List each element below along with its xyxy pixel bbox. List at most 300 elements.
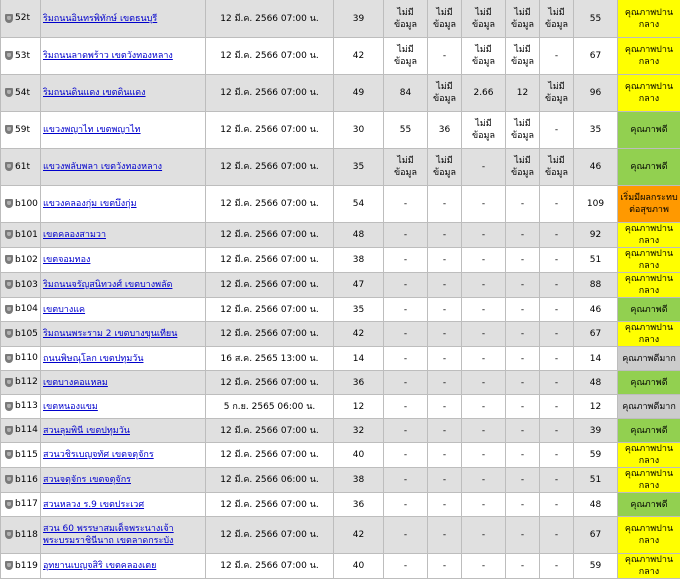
pollutant-value-3: -	[462, 248, 506, 273]
pollutant-value-2: -	[428, 322, 462, 347]
pollutant-value-3: -	[462, 419, 506, 443]
pollutant-value-4: -	[506, 223, 540, 248]
station-location-link[interactable]: เขตคลองสามวา	[43, 230, 106, 240]
quality-badge: คุณภาพดี	[618, 419, 680, 443]
aqi-value: 30	[334, 112, 384, 149]
table-row	[1, 112, 680, 149]
station-id: b118	[15, 530, 38, 540]
station-location-link[interactable]: เขตจอมทอง	[43, 255, 90, 265]
pollutant-value-4: -	[506, 443, 540, 468]
pollutant-value-3: -	[462, 517, 506, 554]
pollutant-value-1: -	[384, 419, 428, 443]
station-location-cell	[41, 493, 206, 517]
pollutant-value-2: -	[428, 395, 462, 419]
shield-icon	[5, 561, 13, 570]
station-id-cell	[1, 298, 41, 322]
pm25-value: 39	[574, 419, 618, 443]
pm25-value: 51	[574, 248, 618, 273]
station-id: b110	[15, 353, 38, 363]
pollutant-value-3: -	[462, 554, 506, 579]
station-id-cell	[1, 371, 41, 395]
pollutant-value-2: -	[428, 517, 462, 554]
pollutant-value-2: -	[428, 273, 462, 298]
pollutant-value-2: -	[428, 223, 462, 248]
pm25-value: 59	[574, 443, 618, 468]
pollutant-value-2: -	[428, 371, 462, 395]
pollutant-value-5: -	[540, 248, 574, 273]
station-id: b115	[15, 450, 38, 460]
quality-badge: คุณภาพปานกลาง	[618, 554, 680, 579]
table-row	[1, 186, 680, 223]
pollutant-value-4: -	[506, 347, 540, 371]
aqi-value: 35	[334, 149, 384, 186]
station-id: b101	[15, 230, 38, 240]
station-location-cell	[41, 371, 206, 395]
station-id: 61t	[15, 162, 30, 172]
shield-icon	[5, 88, 13, 97]
station-location-cell	[41, 273, 206, 298]
pollutant-value-1: -	[384, 248, 428, 273]
station-location-cell	[41, 223, 206, 248]
measure-time: 16 ส.ค. 2565 13:00 น.	[206, 347, 334, 371]
pollutant-value-2: ไม่มีข้อมูล	[428, 0, 462, 38]
aqi-value: 48	[334, 223, 384, 248]
quality-badge: คุณภาพดี	[618, 112, 680, 149]
station-id-cell	[1, 443, 41, 468]
pm25-value: 109	[574, 186, 618, 223]
station-id: b103	[15, 280, 38, 290]
quality-badge: คุณภาพดี	[618, 371, 680, 395]
measure-time: 12 มี.ค. 2566 07:00 น.	[206, 112, 334, 149]
measure-time: 5 ก.ย. 2565 06:00 น.	[206, 395, 334, 419]
quality-badge: คุณภาพปานกลาง	[618, 517, 680, 554]
station-id: b116	[15, 475, 38, 485]
quality-badge: คุณภาพปานกลาง	[618, 248, 680, 273]
pollutant-value-5: -	[540, 112, 574, 149]
pollutant-value-5: -	[540, 322, 574, 347]
pollutant-value-4: -	[506, 419, 540, 443]
pollutant-value-5: -	[540, 468, 574, 493]
quality-badge: เริ่มมีผลกระทบต่อสุขภาพ	[618, 186, 680, 223]
pollutant-value-4: -	[506, 248, 540, 273]
station-id: 59t	[15, 125, 30, 135]
shield-icon	[5, 230, 13, 239]
station-id: b117	[15, 499, 38, 509]
pollutant-value-1: ไม่มีข้อมูล	[384, 0, 428, 38]
quality-badge: คุณภาพปานกลาง	[618, 273, 680, 298]
measure-time: 12 มี.ค. 2566 07:00 น.	[206, 223, 334, 248]
pollutant-value-5: -	[540, 395, 574, 419]
measure-time: 12 มี.ค. 2566 07:00 น.	[206, 38, 334, 75]
pollutant-value-2: -	[428, 38, 462, 75]
measure-time: 12 มี.ค. 2566 07:00 น.	[206, 149, 334, 186]
pollutant-value-4: -	[506, 273, 540, 298]
pollutant-value-5: -	[540, 347, 574, 371]
aqi-value: 47	[334, 273, 384, 298]
station-location-link[interactable]: เขตบางคอแหลม	[43, 378, 108, 388]
table-row	[1, 371, 680, 395]
shield-icon	[5, 199, 13, 208]
measure-time: 12 มี.ค. 2566 07:00 น.	[206, 75, 334, 112]
station-location-cell	[41, 38, 206, 75]
pm25-value: 48	[574, 371, 618, 395]
pollutant-value-2: -	[428, 186, 462, 223]
pollutant-value-3: -	[462, 371, 506, 395]
pollutant-value-1: 84	[384, 75, 428, 112]
pm25-value: 46	[574, 149, 618, 186]
pollutant-value-5: -	[540, 419, 574, 443]
pollutant-value-3: -	[462, 149, 506, 186]
station-id-cell	[1, 419, 41, 443]
station-location-cell	[41, 517, 206, 554]
pollutant-value-1: -	[384, 347, 428, 371]
station-id-cell	[1, 273, 41, 298]
aqi-value: 49	[334, 75, 384, 112]
table-row	[1, 443, 680, 468]
aqi-value: 42	[334, 322, 384, 347]
measure-time: 12 มี.ค. 2566 07:00 น.	[206, 298, 334, 322]
measure-time: 12 มี.ค. 2566 07:00 น.	[206, 517, 334, 554]
station-location-cell	[41, 298, 206, 322]
shield-icon	[5, 500, 13, 509]
aqi-value: 32	[334, 419, 384, 443]
aqi-value: 36	[334, 493, 384, 517]
station-id-cell	[1, 517, 41, 554]
pm25-value: 92	[574, 223, 618, 248]
pollutant-value-2: -	[428, 554, 462, 579]
pm25-value: 48	[574, 493, 618, 517]
station-location-cell	[41, 347, 206, 371]
pollutant-value-4: -	[506, 322, 540, 347]
pollutant-value-3: -	[462, 347, 506, 371]
pollutant-value-5: ไม่มีข้อมูล	[540, 149, 574, 186]
table-row	[1, 149, 680, 186]
pollutant-value-1: -	[384, 443, 428, 468]
station-location-cell	[41, 554, 206, 579]
pollutant-value-3: -	[462, 443, 506, 468]
pollutant-value-1: -	[384, 371, 428, 395]
pollutant-value-5: ไม่มีข้อมูล	[540, 0, 574, 38]
table-row	[1, 347, 680, 371]
pollutant-value-4: -	[506, 371, 540, 395]
station-location-link[interactable]: แขวงคลองกุ่ม เขตบึงกุ่ม	[43, 199, 137, 209]
quality-badge: คุณภาพดีมาก	[618, 347, 680, 371]
aqi-value: 39	[334, 0, 384, 38]
pollutant-value-3: 2.66	[462, 75, 506, 112]
station-location-link[interactable]: สวนวชิรเบญจทัศ เขตจตุจักร	[43, 450, 154, 460]
pollutant-value-3: -	[462, 493, 506, 517]
pollutant-value-4: -	[506, 493, 540, 517]
aqi-value: 38	[334, 248, 384, 273]
table-row	[1, 419, 680, 443]
station-location-cell	[41, 75, 206, 112]
shield-icon	[5, 51, 13, 60]
shield-icon	[5, 530, 13, 539]
pollutant-value-5: -	[540, 517, 574, 554]
quality-badge: คุณภาพดี	[618, 298, 680, 322]
table-row	[1, 517, 680, 554]
shield-icon	[5, 426, 13, 435]
pollutant-value-1: -	[384, 186, 428, 223]
station-id-cell	[1, 322, 41, 347]
table-row	[1, 75, 680, 112]
pollutant-value-1: -	[384, 493, 428, 517]
quality-badge: คุณภาพดีมาก	[618, 395, 680, 419]
station-id-cell	[1, 186, 41, 223]
station-location-link[interactable]: แขวงพญาไท เขตพญาไท	[43, 125, 141, 135]
station-location-cell	[41, 322, 206, 347]
station-location-cell	[41, 186, 206, 223]
quality-badge: คุณภาพปานกลาง	[618, 443, 680, 468]
pm25-value: 88	[574, 273, 618, 298]
pollutant-value-3: ไม่มีข้อมูล	[462, 38, 506, 75]
station-id-cell	[1, 149, 41, 186]
table-row	[1, 322, 680, 347]
station-location-cell	[41, 248, 206, 273]
measure-time: 12 มี.ค. 2566 07:00 น.	[206, 248, 334, 273]
station-id-cell	[1, 112, 41, 149]
station-id-cell	[1, 0, 41, 38]
pollutant-value-5: -	[540, 371, 574, 395]
aqi-value: 35	[334, 298, 384, 322]
pollutant-value-1: -	[384, 322, 428, 347]
aqi-value: 40	[334, 554, 384, 579]
station-id-cell	[1, 493, 41, 517]
table-row	[1, 395, 680, 419]
pollutant-value-1: -	[384, 554, 428, 579]
aqi-value: 42	[334, 517, 384, 554]
quality-badge: คุณภาพปานกลาง	[618, 322, 680, 347]
aqi-value: 14	[334, 347, 384, 371]
pollutant-value-5: -	[540, 273, 574, 298]
quality-badge: คุณภาพปานกลาง	[618, 223, 680, 248]
pollutant-value-5: -	[540, 186, 574, 223]
measure-time: 12 มี.ค. 2566 07:00 น.	[206, 273, 334, 298]
pm25-value: 67	[574, 38, 618, 75]
pollutant-value-3: ไม่มีข้อมูล	[462, 0, 506, 38]
table-row	[1, 248, 680, 273]
pm25-value: 67	[574, 322, 618, 347]
station-location-link[interactable]: ริมถนนอินทรพิทักษ์ เขตธนบุรี	[43, 14, 157, 24]
pollutant-value-4: -	[506, 554, 540, 579]
station-location-cell	[41, 112, 206, 149]
pm25-value: 67	[574, 517, 618, 554]
pollutant-value-5: -	[540, 38, 574, 75]
station-location-link[interactable]: สวน 60 พรรษาสมเด็จพระนางเจ้าพระบรมราชินีนาถ เขตลาดกระบัง	[43, 524, 174, 546]
station-location-cell	[41, 0, 206, 38]
measure-time: 12 มี.ค. 2566 07:00 น.	[206, 371, 334, 395]
pollutant-value-2: -	[428, 493, 462, 517]
shield-icon	[5, 255, 13, 264]
pollutant-value-3: -	[462, 468, 506, 493]
station-id-cell	[1, 223, 41, 248]
pm25-value: 46	[574, 298, 618, 322]
pollutant-value-4: -	[506, 298, 540, 322]
station-location-link[interactable]: แขวงพลับพลา เขตวังทองหลาง	[43, 162, 162, 172]
pollutant-value-4: ไม่มีข้อมูล	[506, 112, 540, 149]
station-location-link[interactable]: ริมถนนพระราม 2 เขตบางขุนเทียน	[43, 329, 177, 339]
aqi-value: 42	[334, 38, 384, 75]
pollutant-value-2: -	[428, 468, 462, 493]
station-id: b112	[15, 377, 38, 387]
shield-icon	[5, 402, 13, 411]
station-location-cell	[41, 468, 206, 493]
shield-icon	[5, 354, 13, 363]
measure-time: 12 มี.ค. 2566 07:00 น.	[206, 419, 334, 443]
pm25-value: 35	[574, 112, 618, 149]
station-location-link[interactable]: ถนนพิษณุโลก เขตปทุมวัน	[43, 354, 144, 364]
table-row	[1, 273, 680, 298]
pollutant-value-1: ไม่มีข้อมูล	[384, 149, 428, 186]
pollutant-value-5: -	[540, 554, 574, 579]
pollutant-value-5: -	[540, 223, 574, 248]
pollutant-value-3: -	[462, 186, 506, 223]
shield-icon	[5, 329, 13, 338]
measure-time: 12 มี.ค. 2566 07:00 น.	[206, 554, 334, 579]
station-location-cell	[41, 419, 206, 443]
table-row	[1, 493, 680, 517]
station-location-link[interactable]: สวนจตุจักร เขตจตุจักร	[43, 475, 131, 485]
station-location-link[interactable]: ริมถนนลาดพร้าว เขตวังทองหลาง	[43, 51, 173, 61]
station-location-cell	[41, 395, 206, 419]
shield-icon	[5, 125, 13, 134]
station-id-cell	[1, 347, 41, 371]
shield-icon	[5, 162, 13, 171]
station-id: b104	[15, 304, 38, 314]
station-id-cell	[1, 75, 41, 112]
table-row	[1, 223, 680, 248]
station-id: b100	[15, 199, 38, 209]
station-location-link[interactable]: ริมถนนดินแดง เขตดินแดง	[43, 88, 146, 98]
quality-badge: คุณภาพดี	[618, 493, 680, 517]
pollutant-value-4: -	[506, 186, 540, 223]
pollutant-value-5: -	[540, 443, 574, 468]
aqi-value: 36	[334, 371, 384, 395]
pollutant-value-4: 12	[506, 75, 540, 112]
pollutant-value-2: -	[428, 298, 462, 322]
pollutant-value-3: -	[462, 395, 506, 419]
station-location-link[interactable]: เขตบางแค	[43, 305, 85, 315]
pollutant-value-4: -	[506, 468, 540, 493]
shield-icon	[5, 305, 13, 314]
pollutant-value-1: ไม่มีข้อมูล	[384, 38, 428, 75]
aqi-value: 40	[334, 443, 384, 468]
station-location-link[interactable]: สวนลุมพินี เขตปทุมวัน	[43, 426, 130, 436]
aqi-value: 54	[334, 186, 384, 223]
pollutant-value-2: -	[428, 347, 462, 371]
measure-time: 12 มี.ค. 2566 07:00 น.	[206, 322, 334, 347]
table-body	[1, 0, 680, 579]
table-row	[1, 0, 680, 38]
station-location-link[interactable]: ริมถนนจรัญสนิทวงศ์ เขตบางพลัด	[43, 280, 172, 290]
pollutant-value-3: -	[462, 273, 506, 298]
shield-icon	[5, 378, 13, 387]
measure-time: 12 มี.ค. 2566 07:00 น.	[206, 0, 334, 38]
pm25-value: 51	[574, 468, 618, 493]
station-id-cell	[1, 395, 41, 419]
pollutant-value-1: -	[384, 273, 428, 298]
table-row	[1, 38, 680, 75]
station-location-cell	[41, 443, 206, 468]
station-id: b119	[15, 561, 38, 571]
pollutant-value-1: -	[384, 395, 428, 419]
measure-time: 12 มี.ค. 2566 07:00 น.	[206, 493, 334, 517]
table-row	[1, 554, 680, 579]
pollutant-value-3: -	[462, 298, 506, 322]
pollutant-value-2: ไม่มีข้อมูล	[428, 75, 462, 112]
station-id: b113	[15, 401, 38, 411]
pollutant-value-1: -	[384, 223, 428, 248]
pollutant-value-4: ไม่มีข้อมูล	[506, 38, 540, 75]
pollutant-value-5: -	[540, 493, 574, 517]
pollutant-value-4: -	[506, 395, 540, 419]
station-id: 54t	[15, 88, 30, 98]
aqi-value: 38	[334, 468, 384, 493]
pollutant-value-4: ไม่มีข้อมูล	[506, 0, 540, 38]
measure-time: 12 มี.ค. 2566 06:00 น.	[206, 468, 334, 493]
pollutant-value-3: -	[462, 223, 506, 248]
pm25-value: 14	[574, 347, 618, 371]
pollutant-value-5: -	[540, 298, 574, 322]
station-id: 53t	[15, 51, 30, 61]
station-location-link[interactable]: สวนหลวง ร.9 เขตประเวศ	[43, 500, 144, 510]
pollutant-value-3: ไม่มีข้อมูล	[462, 112, 506, 149]
station-id: 52t	[15, 13, 30, 23]
pollutant-value-3: -	[462, 322, 506, 347]
pm25-value: 55	[574, 0, 618, 38]
quality-badge: คุณภาพปานกลาง	[618, 468, 680, 493]
station-id-cell	[1, 248, 41, 273]
station-id-cell	[1, 38, 41, 75]
station-id-cell	[1, 468, 41, 493]
station-id-cell	[1, 554, 41, 579]
quality-badge: คุณภาพดี	[618, 149, 680, 186]
pollutant-value-1: 55	[384, 112, 428, 149]
pollutant-value-2: -	[428, 248, 462, 273]
pollutant-value-2: 36	[428, 112, 462, 149]
station-location-link[interactable]: อุทยานเบญจสิริ เขตคลองเตย	[43, 561, 156, 571]
station-id: b114	[15, 425, 38, 435]
shield-icon	[5, 14, 13, 23]
pollutant-value-2: -	[428, 419, 462, 443]
station-location-link[interactable]: เขตหนองแขม	[43, 402, 98, 412]
pollutant-value-4: ไม่มีข้อมูล	[506, 149, 540, 186]
quality-badge: คุณภาพปานกลาง	[618, 0, 680, 38]
quality-badge: คุณภาพปานกลาง	[618, 75, 680, 112]
pollutant-value-1: -	[384, 468, 428, 493]
station-location-cell	[41, 149, 206, 186]
pm25-value: 12	[574, 395, 618, 419]
shield-icon	[5, 280, 13, 289]
station-id: b105	[15, 329, 38, 339]
quality-badge: คุณภาพปานกลาง	[618, 38, 680, 75]
table-row	[1, 468, 680, 493]
table-row	[1, 298, 680, 322]
shield-icon	[5, 475, 13, 484]
pm25-value: 96	[574, 75, 618, 112]
pollutant-value-2: ไม่มีข้อมูล	[428, 149, 462, 186]
station-id: b102	[15, 255, 38, 265]
pollutant-value-1: -	[384, 517, 428, 554]
pollutant-value-1: -	[384, 298, 428, 322]
shield-icon	[5, 450, 13, 459]
aqi-value: 12	[334, 395, 384, 419]
pollutant-value-5: ไม่มีข้อมูล	[540, 75, 574, 112]
pollutant-value-4: -	[506, 517, 540, 554]
measure-time: 12 มี.ค. 2566 07:00 น.	[206, 186, 334, 223]
pm25-value: 59	[574, 554, 618, 579]
measure-time: 12 มี.ค. 2566 07:00 น.	[206, 443, 334, 468]
